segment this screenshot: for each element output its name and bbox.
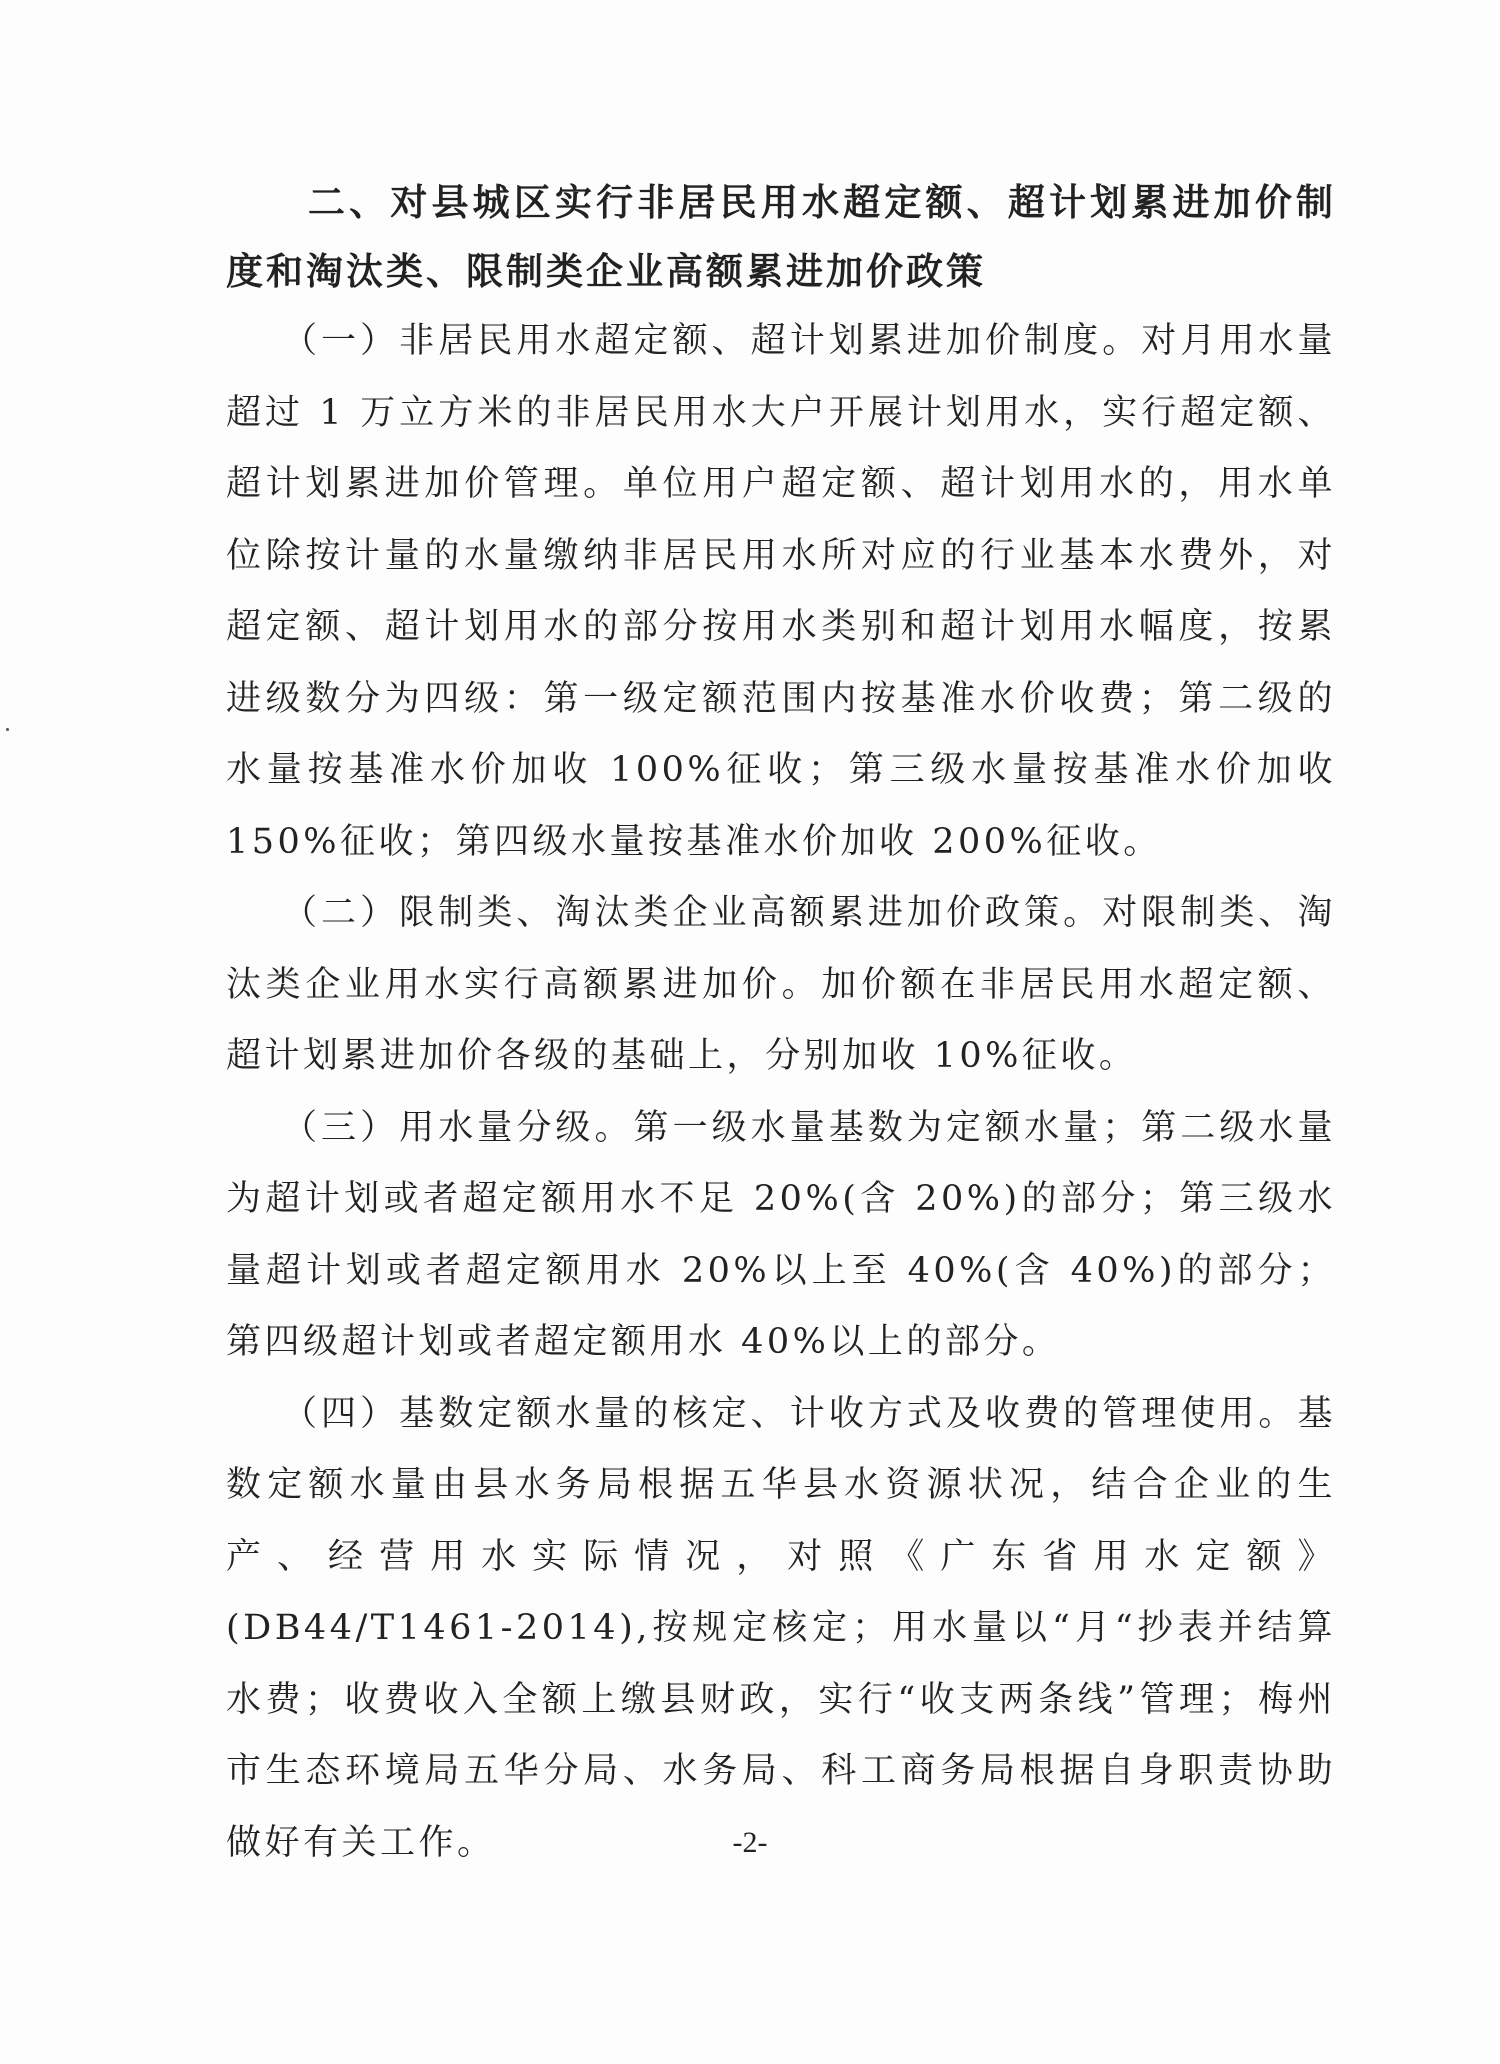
paragraph-4: （四）基数定额水量的核定、计收方式及收费的管理使用。基数定额水量由县水务局根据五华县水资源状况，结合企业的生产、经营用水实际情况，对照《广东省用水定额》(DB44/T1461-2014),按规定核定；用水量以“月“抄表并结算水费；收费收入全额上缴县财政，实行“收支两条线”管理；梅州市生态环境局五华分局、水务局、科工商务局根据自身职责协助做好有关工作。 (226, 1393, 1336, 1863)
page-number: -2- (732, 1826, 768, 1859)
paragraph-3: （三）用水量分级。第一级水量基数为定额水量；第二级水量为超计划或者超定额用水不足 20%(含 20%)的部分；第三级水量超计划或者超定额用水 20%以上至 40%(含 40%)的部分；第四级超计划或者超定额用水 40%以上的部分。 (226, 1107, 1336, 1362)
section-heading: 二、对县城区实行非居民用水超定额、超计划累进加价制度和淘汰类、限制类企业高额累进加价政策 (226, 181, 1336, 293)
paragraph-2: （二）限制类、淘汰类企业高额累进加价政策。对限制类、淘汰类企业用水实行高额累进加价。加价额在非居民用水超定额、超计划累进加价各级的基础上，分别加收 10%征收。 (226, 893, 1336, 1076)
document-body (226, 168, 1336, 1879)
scan-speck (6, 728, 9, 731)
paragraph-1: （一）非居民用水超定额、超计划累进加价制度。对月用水量超过 1 万立方米的非居民用水大户开展计划用水，实行超定额、超计划累进加价管理。单位用户超定额、超计划用水的，用水单位除按计量的水量缴纳非居民用水所对应的行业基本水费外，对超定额、超计划用水的部分按用水类别和超计划用水幅度，按累进级数分为四级：第一级定额范围内按基准水价收费；第二级的水量按基准水价加收 100%征收；第三级水量按基准水价加收 150%征收；第四级水量按基准水价加收 200%征收。 (226, 321, 1336, 862)
